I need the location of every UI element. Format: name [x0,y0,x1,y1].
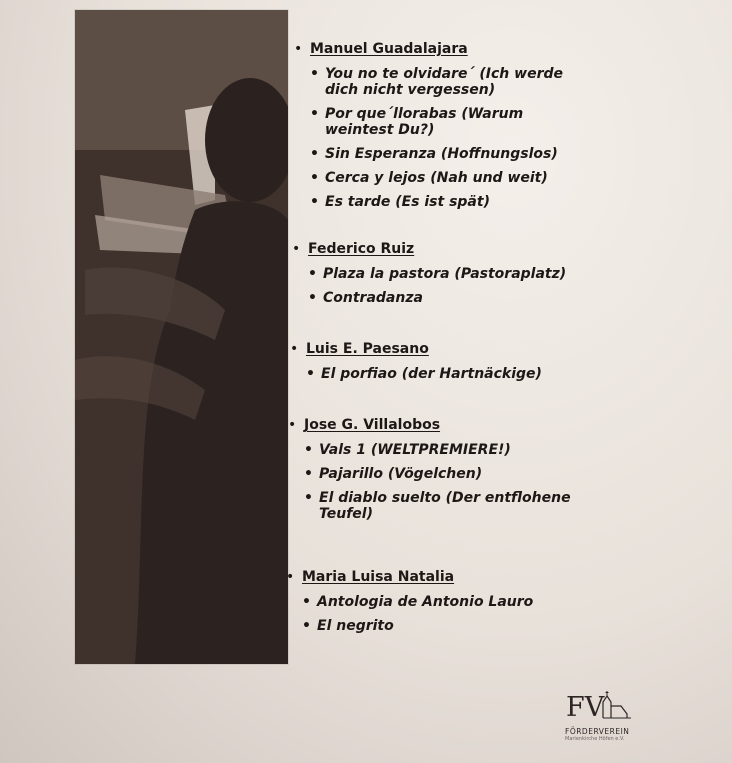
piece-item: • Antologia de Antonio Lauro [302,594,577,610]
composer-name: Luis E. Paesano [306,341,429,357]
piece-item: • Sin Esperanza (Hoffnungslos) [310,146,585,162]
composer-name: Jose G. Villalobos [304,417,441,433]
piece-item: • Vals 1 (WELTPREMIERE!) [304,442,579,458]
composer-name: Federico Ruiz [308,241,415,257]
composer-bullet: • [292,241,301,257]
composer-bullet: • [290,341,299,357]
composer-name: Maria Luisa Natalia [302,569,455,585]
piece-item: • El diablo suelto (Der entflohene Teufel) [304,490,579,522]
logo-line1: FÖRDERVEREIN [565,727,630,736]
piece-item: • Plaza la pastora (Pastoraplatz) [308,266,583,282]
piece-list [304,442,579,522]
piece-list [302,594,577,634]
piece-item: • Cerca y lejos (Nah und weit) [310,170,585,186]
piece-item: • You no te olvidare´ (Ich werde dich nicht vergessen) [310,66,585,98]
piece-item: • Contradanza [308,290,583,306]
piece-item: • El negrito [302,618,577,634]
pianist-photo [75,10,288,664]
composer-block [292,240,583,314]
composer-block [294,40,585,218]
piece-list [308,266,583,306]
piece-list [306,366,581,382]
piece-item: • Es tarde (Es ist spät) [310,194,585,210]
composer-name: Manuel Guadalajara [310,41,468,57]
church-icon [565,690,635,720]
logo-line2: Marienkirche Höfen e.V. [565,736,625,742]
piece-item: • Por que´llorabas (Warum weintest Du?) [310,106,585,138]
composer-bullet: • [294,41,303,57]
pianist-silhouette [75,10,288,664]
composer-block [288,416,579,530]
piece-item: • Pajarillo (Vögelchen) [304,466,579,482]
piece-item: • El porfiao (der Hartnäckige) [306,366,581,382]
composer-block [286,568,577,642]
foerderverein-logo [565,690,635,750]
composer-bullet: • [288,417,297,433]
svg-text:FV: FV [566,692,605,720]
composer-block [290,340,581,390]
composer-bullet: • [286,569,295,585]
piece-list [310,66,585,210]
